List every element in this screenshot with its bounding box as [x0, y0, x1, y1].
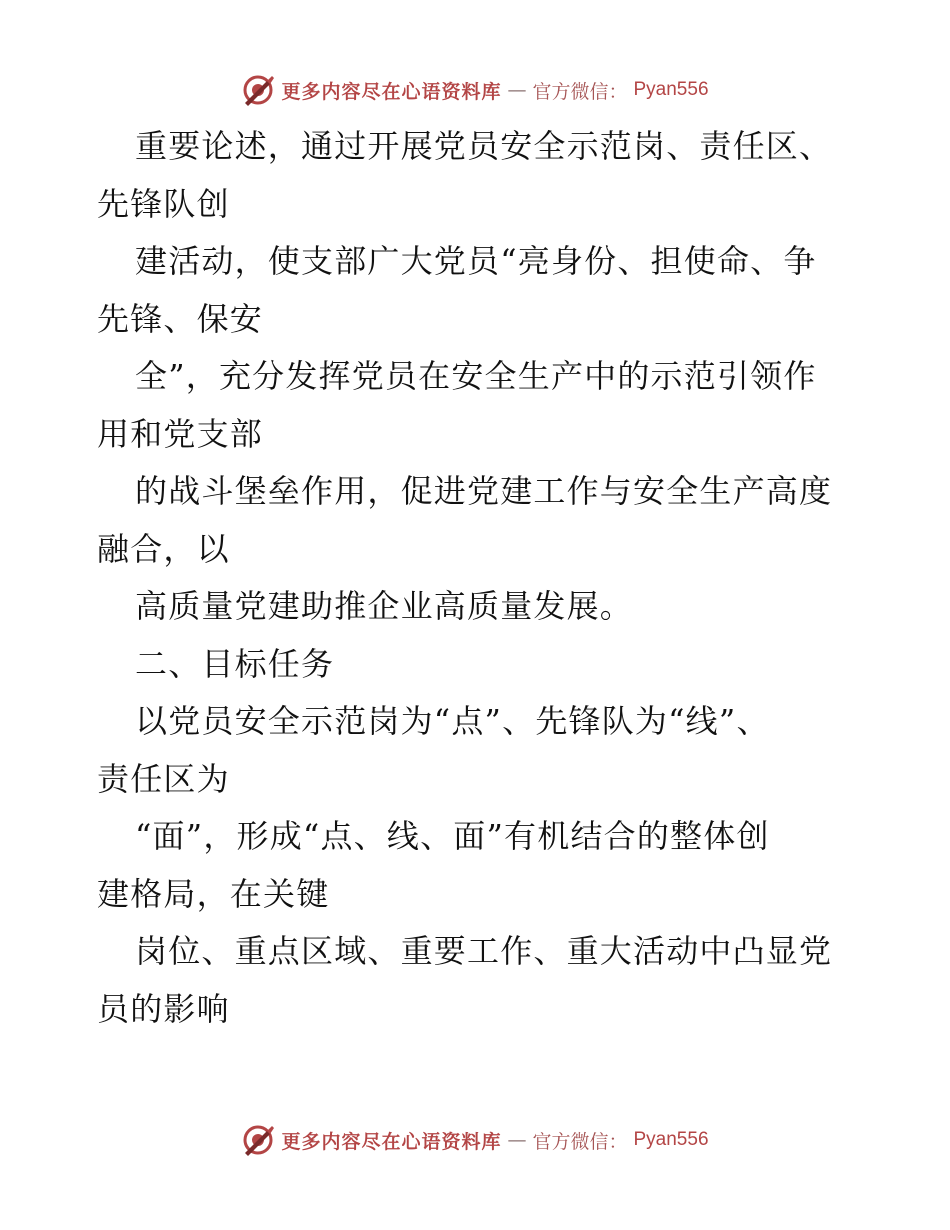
body-line: 的战斗堡垒作用，促进党建工作与安全生产高度: [135, 472, 833, 510]
pen-logo-icon: [241, 73, 275, 107]
body-line: 重要论述，通过开展党员安全示范岗、责任区、: [135, 127, 833, 165]
body-line: 全”，充分发挥党员在安全生产中的示范引领作: [135, 357, 817, 395]
section-heading: 二、目标任务: [135, 644, 335, 683]
banner-wechat-handle: Pyan556: [633, 1129, 709, 1150]
body-line: 建格局，在关键: [97, 874, 330, 913]
banner-separator: —: [507, 1129, 527, 1151]
body-line: 高质量党建助推企业高质量发展。: [135, 587, 634, 625]
banner-wechat-handle: Pyan556: [633, 79, 709, 100]
banner-brand-text: 更多内容尽在心语资料库: [281, 1130, 502, 1153]
banner-contact-label: 官方微信：: [532, 80, 628, 103]
body-line: 建活动，使支部广大党员“亮身份、担使命、争: [135, 242, 817, 280]
body-line: 员的影响: [97, 989, 230, 1028]
body-line: 责任区为: [97, 759, 230, 798]
body-line: 融合，以: [97, 529, 230, 568]
body-line: 用和党支部: [97, 414, 264, 453]
banner-separator: —: [507, 79, 527, 101]
pen-logo-icon: [241, 1123, 275, 1157]
banner-contact-label: 官方微信：: [532, 1130, 628, 1153]
banner-brand-text: 更多内容尽在心语资料库: [281, 80, 502, 103]
body-line: 以党员安全示范岗为“点”、先锋队为“线”、: [135, 702, 770, 740]
document-body: [97, 118, 857, 1038]
body-line: “面”，形成“点、线、面”有机结合的整体创: [135, 817, 770, 855]
body-line: 先锋队创: [97, 184, 230, 223]
body-line: 岗位、重点区域、重要工作、重大活动中凸显党: [135, 932, 833, 970]
header-watermark-banner: [0, 70, 950, 110]
footer-watermark-banner: [0, 1120, 950, 1160]
body-line: 先锋、保安: [97, 299, 264, 338]
